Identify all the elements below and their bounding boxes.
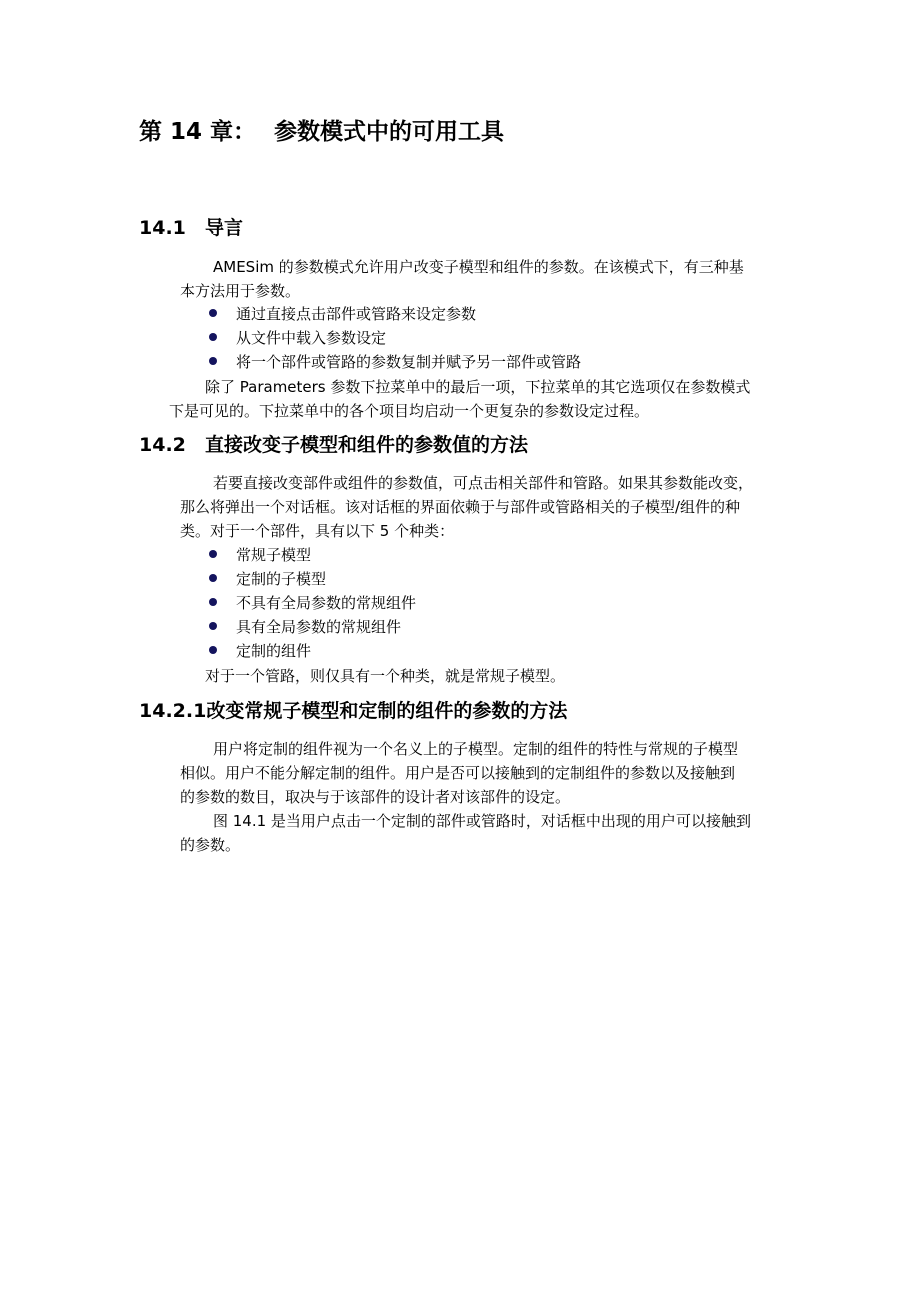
bullet-icon <box>209 309 217 317</box>
bullet-icon <box>209 574 217 582</box>
section-title: 直接改变子模型和组件的参数值的方法 <box>205 434 529 456</box>
paragraph-line: 除了 Parameters 参数下拉菜单中的最后一项，下拉菜单的其它选项仅在参数模式 <box>205 378 751 396</box>
chapter-title <box>139 117 504 147</box>
list-item <box>236 304 476 324</box>
paragraph-line: 的参数。 <box>180 836 241 854</box>
list-item <box>236 545 311 565</box>
section-number: 14.1 <box>139 217 186 239</box>
list-item-text: 常规子模型 <box>236 546 312 564</box>
bullet-icon <box>209 598 217 606</box>
section-heading-14-2-1 <box>139 698 567 724</box>
paragraph-line: AMESim 的参数模式允许用户改变子模型和组件的参数。在该模式下，有三种基 <box>213 258 744 276</box>
section-number: 14.2.1 <box>139 700 207 722</box>
chapter-label: 第 14 章： <box>139 119 257 145</box>
bullet-icon <box>209 550 217 558</box>
list-item-text: 从文件中载入参数设定 <box>236 329 387 347</box>
list-item <box>236 569 326 589</box>
paragraph-line: 相似。用户不能分解定制的组件。用户是否可以接触到的定制组件的参数以及接触到 <box>180 764 736 782</box>
paragraph-line: 的参数的数目，取决与于该部件的设计者对该部件的设定。 <box>180 788 571 806</box>
section-heading-14-2 <box>139 432 528 458</box>
list-item <box>236 617 401 637</box>
section-heading-14-1 <box>139 215 243 241</box>
list-item <box>236 328 386 348</box>
list-item <box>236 641 311 661</box>
paragraph-line: 对于一个管路，则仅具有一个种类，就是常规子模型。 <box>205 667 566 685</box>
list-item-text: 具有全局参数的常规组件 <box>236 618 402 636</box>
list-item-text: 通过直接点击部件或管路来设定参数 <box>236 305 477 323</box>
paragraph-line: 本方法用于参数。 <box>180 282 301 300</box>
list-item-text: 不具有全局参数的常规组件 <box>236 594 417 612</box>
section-number: 14.2 <box>139 434 186 456</box>
list-item <box>236 593 416 613</box>
bullet-icon <box>209 646 217 654</box>
bullet-icon <box>209 333 217 341</box>
list-item-text: 定制的组件 <box>236 642 312 660</box>
paragraph-line: 那么将弹出一个对话框。该对话框的界面依赖于与部件或管路相关的子模型/组件的种 <box>180 498 741 516</box>
list-item-text: 将一个部件或管路的参数复制并赋予另一部件或管路 <box>236 353 582 371</box>
bullet-icon <box>209 622 217 630</box>
bullet-icon <box>209 357 217 365</box>
section-title: 改变常规子模型和定制的组件的参数的方法 <box>206 700 568 722</box>
section-title: 导言 <box>205 217 244 239</box>
paragraph-line: 图 14.1 是当用户点击一个定制的部件或管路时，对话框中出现的用户可以接触到 <box>213 812 751 830</box>
paragraph-line: 类。对于一个部件，具有以下 5 个种类： <box>180 522 455 540</box>
list-item-text: 定制的子模型 <box>236 570 327 588</box>
chapter-title-text: 参数模式中的可用工具 <box>274 119 505 145</box>
list-item <box>236 352 581 372</box>
paragraph-line: 若要直接改变部件或组件的参数值，可点击相关部件和管路。如果其参数能改变， <box>213 474 754 492</box>
paragraph-line: 用户将定制的组件视为一个名义上的子模型。定制的组件的特性与常规的子模型 <box>213 740 739 758</box>
paragraph-line: 下是可见的。下拉菜单中的各个项目均启动一个更复杂的参数设定过程。 <box>169 402 650 420</box>
